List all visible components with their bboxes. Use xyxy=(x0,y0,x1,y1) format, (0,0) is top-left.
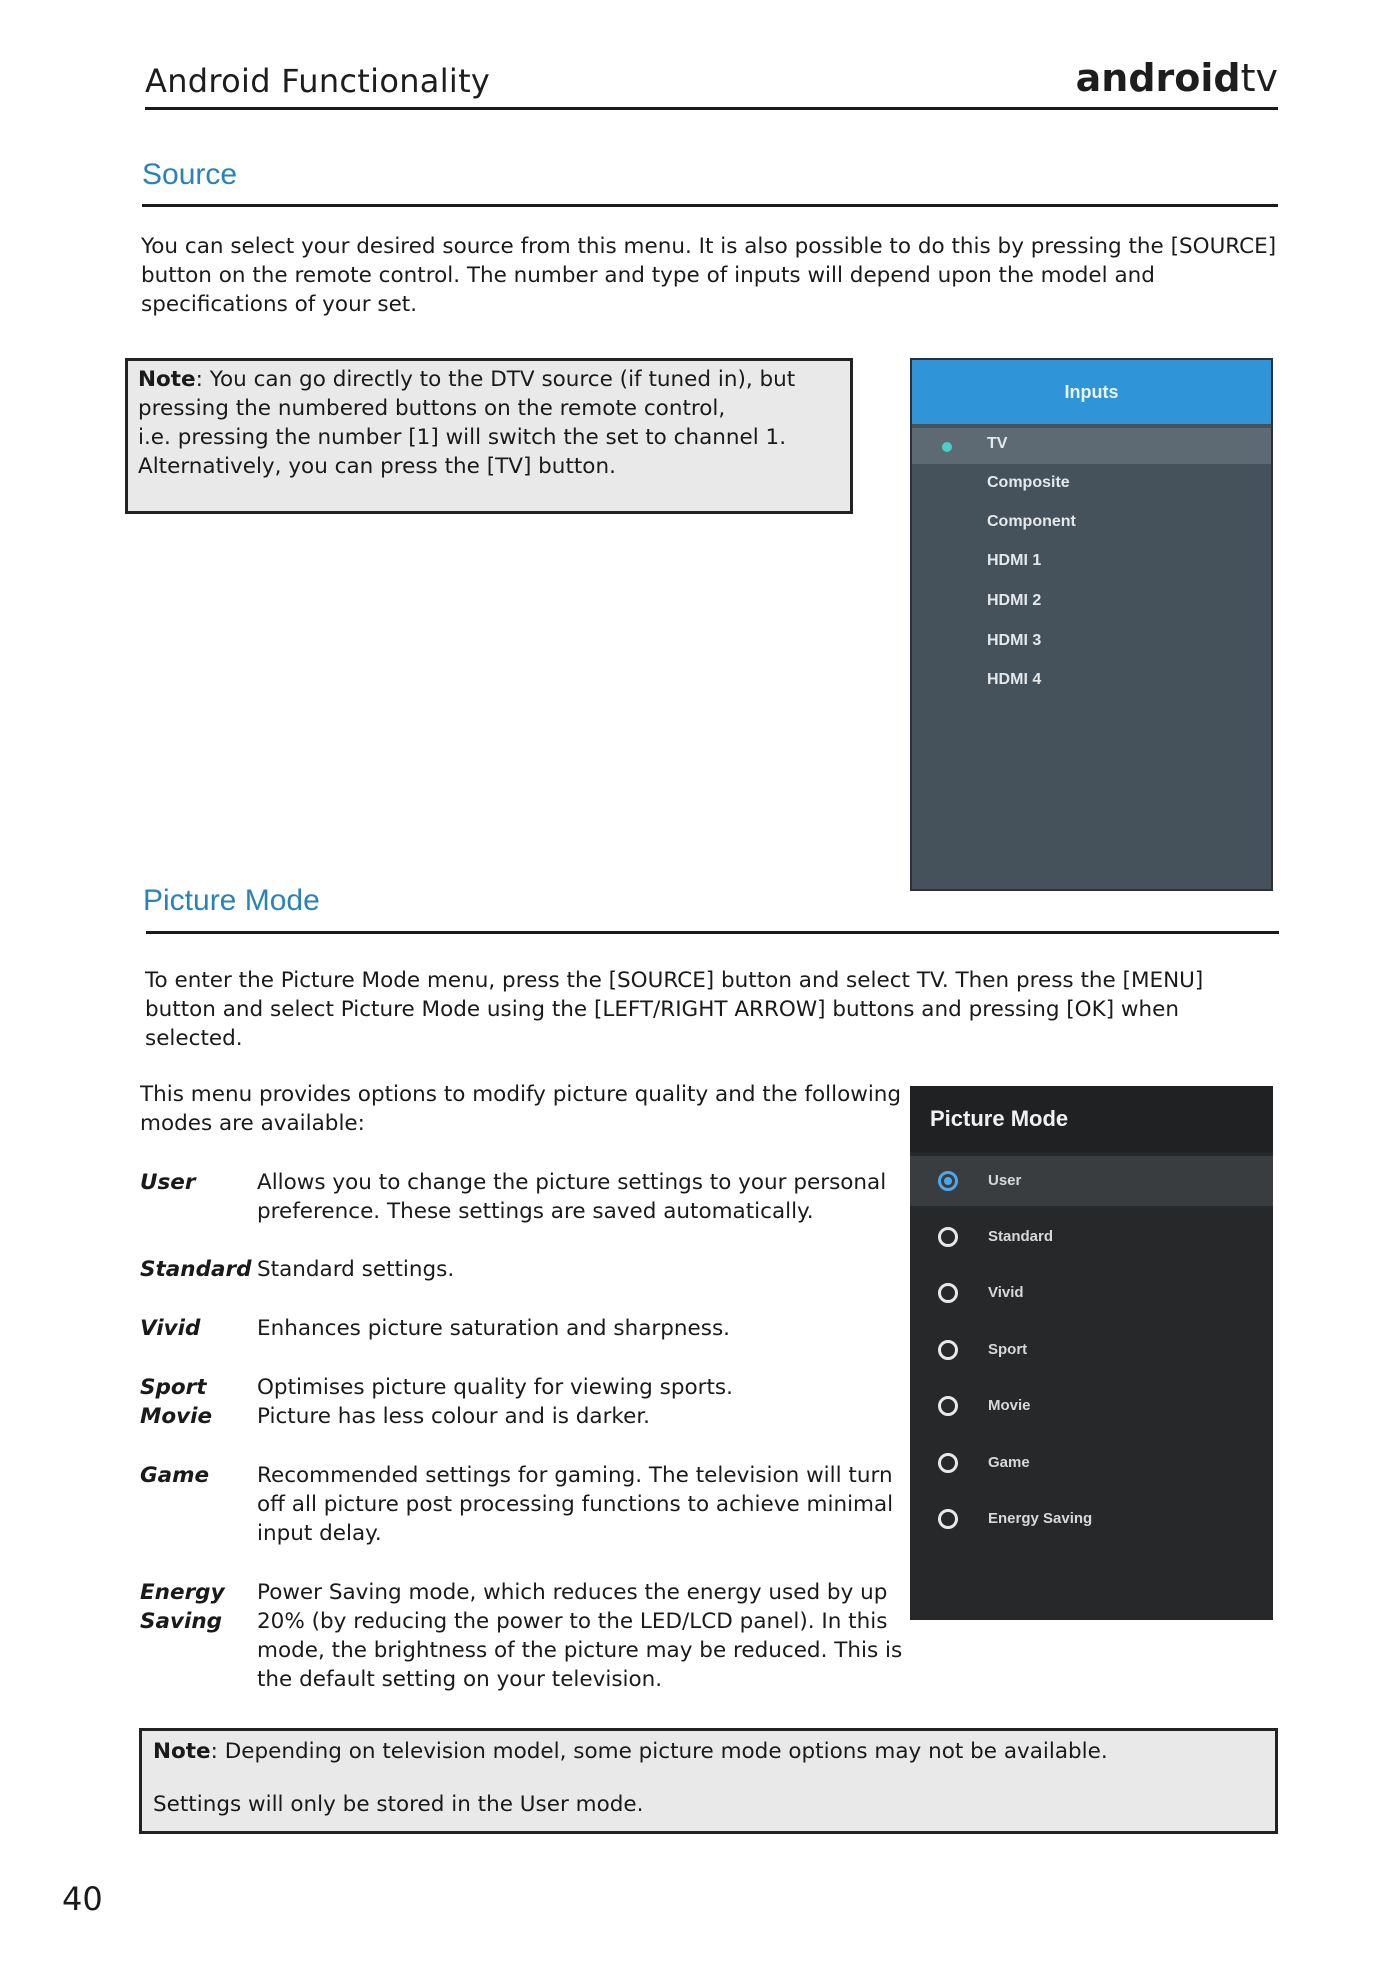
pm-item: User xyxy=(988,1172,1022,1189)
mode-desc-line: 20% (by reducing the power to the LED/LCD panel). In this xyxy=(257,1609,888,1634)
mode-term: Standard xyxy=(140,1257,252,1282)
inputs-item: HDMI 3 xyxy=(987,632,1042,649)
note-text: : Depending on television model, some picture mode options may not be available. xyxy=(210,1739,1108,1764)
mode-desc: Picture has less colour and is darker. xyxy=(257,1404,651,1429)
mode-desc-line: Power Saving mode, which reduces the energy used by up xyxy=(257,1580,888,1605)
picture-mode-heading: Picture Mode xyxy=(143,884,320,917)
mode-term: User xyxy=(140,1170,196,1195)
logo-android-text: android xyxy=(1075,56,1241,100)
source-body-line: specifications of your set. xyxy=(141,292,418,317)
radio-icon xyxy=(938,1227,958,1247)
radio-icon xyxy=(938,1340,958,1360)
mode-desc-line: Allows you to change the picture settings to your personal xyxy=(257,1170,887,1195)
pm-item: Game xyxy=(988,1454,1030,1471)
radio-selected-icon xyxy=(938,1171,958,1191)
page-number: 40 xyxy=(62,1880,103,1918)
intro-line: selected. xyxy=(145,1026,243,1051)
inputs-screenshot xyxy=(910,358,1273,891)
mode-desc-line: preference. These settings are saved automatically. xyxy=(257,1199,814,1224)
source-note-box xyxy=(125,358,853,514)
header-rule xyxy=(145,107,1278,110)
source-body-line: button on the remote control. The number and type of inputs will depend upon the model and xyxy=(141,263,1155,288)
source-rule xyxy=(142,204,1278,207)
logo-tv-text: tv xyxy=(1240,56,1278,100)
picture-mode-rule xyxy=(146,931,1279,934)
mode-desc: Enhances picture saturation and sharpness. xyxy=(257,1316,730,1341)
pm-title: Picture Mode xyxy=(910,1086,1273,1152)
menu-intro-line: modes are available: xyxy=(140,1111,365,1136)
picture-mode-screenshot xyxy=(910,1086,1273,1620)
note-text: pressing the numbered buttons on the remote control, xyxy=(138,396,726,421)
radio-icon xyxy=(938,1453,958,1473)
pm-item: Standard xyxy=(988,1228,1054,1245)
picture-mode-note-box xyxy=(139,1728,1278,1834)
radio-icon xyxy=(938,1509,958,1529)
intro-line: To enter the Picture Mode menu, press the [SOURCE] button and select TV. Then press the [MENU] xyxy=(145,968,1204,993)
mode-term-line: Energy xyxy=(140,1580,225,1605)
inputs-item: HDMI 1 xyxy=(987,552,1042,569)
inputs-item: HDMI 4 xyxy=(987,671,1042,688)
selected-dot-icon xyxy=(942,442,952,452)
mode-desc-line: Recommended settings for gaming. The television will turn xyxy=(257,1463,893,1488)
pm-selected-row xyxy=(910,1156,1273,1206)
mode-term: Game xyxy=(140,1463,210,1488)
inputs-item: HDMI 2 xyxy=(987,592,1042,609)
mode-term: Sport xyxy=(140,1375,207,1400)
pm-item: Movie xyxy=(988,1397,1031,1414)
inputs-title: Inputs xyxy=(912,360,1271,424)
source-body-line: You can select your desired source from this menu. It is also possible to do this by pressing the [SOURCE] xyxy=(141,234,1277,259)
picture-mode-intro xyxy=(145,966,1285,1053)
source-heading: Source xyxy=(142,158,238,191)
mode-term-line: Saving xyxy=(140,1609,223,1634)
source-body xyxy=(141,232,1281,319)
mode-desc-line: the default setting on your television. xyxy=(257,1667,663,1692)
note-text: i.e. pressing the number [1] will switch the set to channel 1. xyxy=(138,425,787,450)
pm-item: Energy Saving xyxy=(988,1510,1093,1527)
radio-icon xyxy=(938,1283,958,1303)
inputs-item: TV xyxy=(987,435,1008,452)
mode-desc: Standard settings. xyxy=(257,1257,455,1282)
inputs-item: Component xyxy=(987,513,1076,530)
pm-item: Vivid xyxy=(988,1284,1024,1301)
inputs-item: Composite xyxy=(987,474,1070,491)
radio-icon xyxy=(938,1396,958,1416)
mode-desc xyxy=(257,1461,907,1548)
mode-desc-line: mode, the brightness of the picture may be reduced. This is xyxy=(257,1638,903,1663)
androidtv-logo xyxy=(1076,56,1278,100)
pm-item: Sport xyxy=(988,1341,1028,1358)
note-label: Note xyxy=(153,1739,211,1764)
note-label: Note xyxy=(138,367,196,392)
note-text: Alternatively, you can press the [TV] button. xyxy=(138,454,616,479)
note-text: : You can go directly to the DTV source (if tuned in), but xyxy=(195,367,796,392)
intro-line: button and select Picture Mode using the [LEFT/RIGHT ARROW] buttons and pressing [OK] when xyxy=(145,997,1179,1022)
note-text: Settings will only be stored in the User mode. xyxy=(153,1792,644,1817)
mode-desc-line: off all picture post processing functions to achieve minimal xyxy=(257,1492,894,1517)
mode-desc-line: input delay. xyxy=(257,1521,382,1546)
menu-intro-line: This menu provides options to modify picture quality and the following xyxy=(140,1082,902,1107)
mode-term: Vivid xyxy=(140,1316,201,1341)
mode-term xyxy=(140,1578,225,1636)
mode-desc xyxy=(257,1578,907,1694)
mode-desc xyxy=(257,1168,907,1226)
page-header-title: Android Functionality xyxy=(145,62,491,100)
mode-term: Movie xyxy=(140,1404,213,1429)
inputs-selected-row xyxy=(912,428,1271,464)
menu-intro xyxy=(140,1080,910,1138)
mode-desc: Optimises picture quality for viewing sports. xyxy=(257,1375,733,1400)
